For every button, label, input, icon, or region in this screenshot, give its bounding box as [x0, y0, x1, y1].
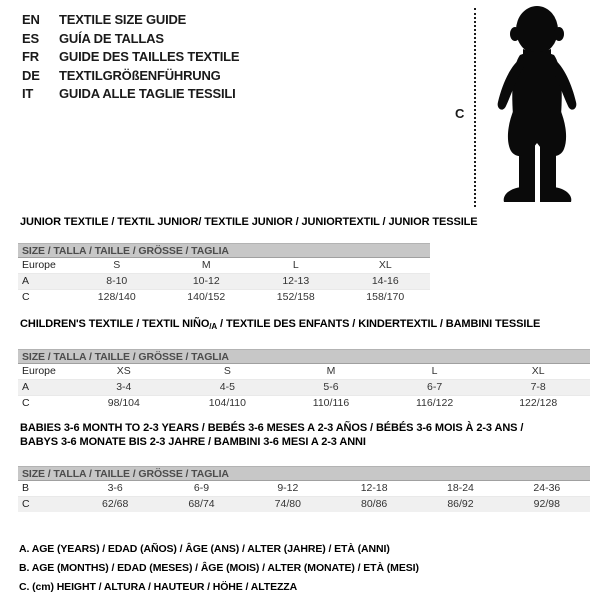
table-row — [18, 274, 430, 290]
table-row — [18, 258, 430, 274]
row-label: Europe — [22, 365, 56, 377]
row-label: Europe — [22, 259, 56, 271]
size-cell: 12-13 — [282, 275, 310, 287]
babies-section-title — [18, 422, 590, 449]
size-cell: 122/128 — [519, 397, 558, 409]
language-label: GUIDA ALLE TAGLIE TESSILI — [59, 86, 236, 101]
size-header-bar: SIZE / TALLA / TAILLE / GRÖSSE / TAGLIA — [18, 466, 590, 481]
size-cell: 3-6 — [107, 482, 123, 494]
size-cell: 18-24 — [447, 482, 474, 494]
table-row — [18, 396, 590, 412]
row-label: C — [22, 291, 30, 303]
language-label: TEXTILGRÖßENFÜHRUNG — [59, 67, 221, 83]
size-cell: L — [292, 259, 299, 271]
title-subscript: /A — [209, 322, 218, 331]
size-cell: 80/86 — [361, 498, 388, 510]
row-label: C — [22, 397, 30, 409]
row-label: A — [22, 275, 30, 287]
language-label: GUÍA DE TALLAS — [59, 30, 164, 46]
children-size-table — [18, 364, 590, 411]
language-label: GUIDE DES TAILLES TEXTILE — [59, 49, 240, 64]
title-line: BABIES 3-6 MONTH TO 2-3 YEARS / BEBÉS 3-6 MESES A 2-3 AÑOS / BÉBÉS 3-6 MOIS À 2-3 ANS / — [20, 422, 524, 434]
size-cell: 4-5 — [219, 381, 235, 393]
size-cell: 110/116 — [312, 397, 350, 409]
language-code: ES — [22, 30, 39, 46]
size-cell: 10-12 — [192, 275, 220, 287]
size-cell: 158/170 — [366, 291, 405, 303]
size-cell: 6-9 — [193, 482, 210, 494]
table-row — [18, 290, 430, 306]
size-cell: L — [431, 365, 438, 377]
table-row — [18, 380, 590, 396]
size-cell: 8-10 — [106, 275, 128, 287]
children-textile-section — [18, 318, 590, 411]
language-row — [22, 67, 239, 86]
table-row — [18, 364, 590, 380]
size-cell: S — [223, 365, 231, 377]
title-line: BABYS 3-6 MONATE BIS 2-3 JAHRE / BAMBINI 3-6 MESI A 2-3 ANNI — [20, 435, 366, 448]
size-cell: 98/104 — [107, 397, 140, 409]
language-code: IT — [22, 86, 34, 101]
size-cell: M — [201, 259, 211, 271]
babies-size-table — [18, 481, 590, 512]
baby-silhouette-icon — [482, 3, 596, 207]
size-cell: 104/110 — [208, 397, 246, 409]
language-row — [22, 48, 239, 67]
height-measure-label: C — [455, 106, 465, 121]
size-cell: 86/92 — [447, 498, 474, 510]
size-cell: XL — [378, 259, 392, 271]
language-row — [22, 11, 239, 30]
junior-section-title: JUNIOR TEXTILE / TEXTIL JUNIOR/ TEXTILE JUNIOR / JUNIORTEXTIL / JUNIOR TESSILE — [20, 216, 478, 228]
size-cell: 9-12 — [277, 482, 299, 494]
size-cell: 128/140 — [97, 291, 136, 303]
language-label: TEXTILE SIZE GUIDE — [59, 12, 187, 27]
size-cell: S — [113, 259, 121, 271]
size-cell: XS — [116, 365, 131, 377]
size-cell: 152/158 — [276, 291, 315, 303]
size-cell: 24-36 — [533, 482, 561, 494]
row-label: B — [22, 482, 30, 494]
size-cell: 3-4 — [116, 381, 132, 393]
language-row — [22, 85, 239, 104]
height-measure-line — [474, 8, 476, 207]
language-code: FR — [22, 49, 39, 64]
footnote-a: A. AGE (YEARS) / EDAD (AÑOS) / ÂGE (ANS) / ALTER (JAHRE) / ETÀ (ANNI) — [19, 543, 390, 555]
size-cell: 68/74 — [188, 498, 215, 510]
babies-textile-section — [18, 422, 590, 512]
language-list — [22, 11, 239, 104]
size-cell: 116/122 — [415, 397, 454, 409]
children-section-title — [18, 318, 590, 331]
footnote-b: B. AGE (MONTHS) / EDAD (MESES) / ÂGE (MOIS) / ALTER (MONATE) / ETÀ (MESI) — [19, 562, 419, 574]
size-cell: 5-6 — [323, 381, 339, 393]
title-text: CHILDREN'S TEXTILE / TEXTIL NIÑO — [20, 318, 210, 330]
legend-footnotes — [19, 540, 419, 597]
junior-textile-section — [18, 216, 478, 305]
language-code: DE — [22, 67, 40, 83]
table-row — [18, 497, 590, 513]
language-code: EN — [22, 12, 40, 27]
table-row — [18, 481, 590, 497]
language-row — [22, 30, 239, 49]
size-cell: 14-16 — [371, 275, 399, 287]
footnote-c: C. (cm) HEIGHT / ALTURA / HAUTEUR / HÖHE / ALTEZZA — [19, 581, 298, 593]
size-cell: 140/152 — [187, 291, 226, 303]
size-header-bar: SIZE / TALLA / TAILLE / GRÖSSE / TAGLIA — [18, 349, 590, 364]
size-cell: 12-18 — [360, 482, 388, 494]
size-cell: 92/98 — [533, 498, 560, 510]
title-text: / TEXTILE DES ENFANTS / KINDERTEXTIL / BAMBINI TESSILE — [217, 318, 541, 330]
size-cell: 62/68 — [102, 498, 129, 510]
row-label: C — [22, 498, 30, 510]
junior-size-table — [18, 258, 430, 305]
row-label: A — [22, 381, 30, 393]
size-cell: 74/80 — [274, 498, 301, 510]
size-cell: XL — [531, 365, 545, 377]
size-cell: 7-8 — [530, 381, 546, 393]
size-cell: 6-7 — [426, 381, 443, 393]
size-header-bar: SIZE / TALLA / TAILLE / GRÖSSE / TAGLIA — [18, 243, 430, 258]
size-cell: M — [326, 365, 336, 377]
